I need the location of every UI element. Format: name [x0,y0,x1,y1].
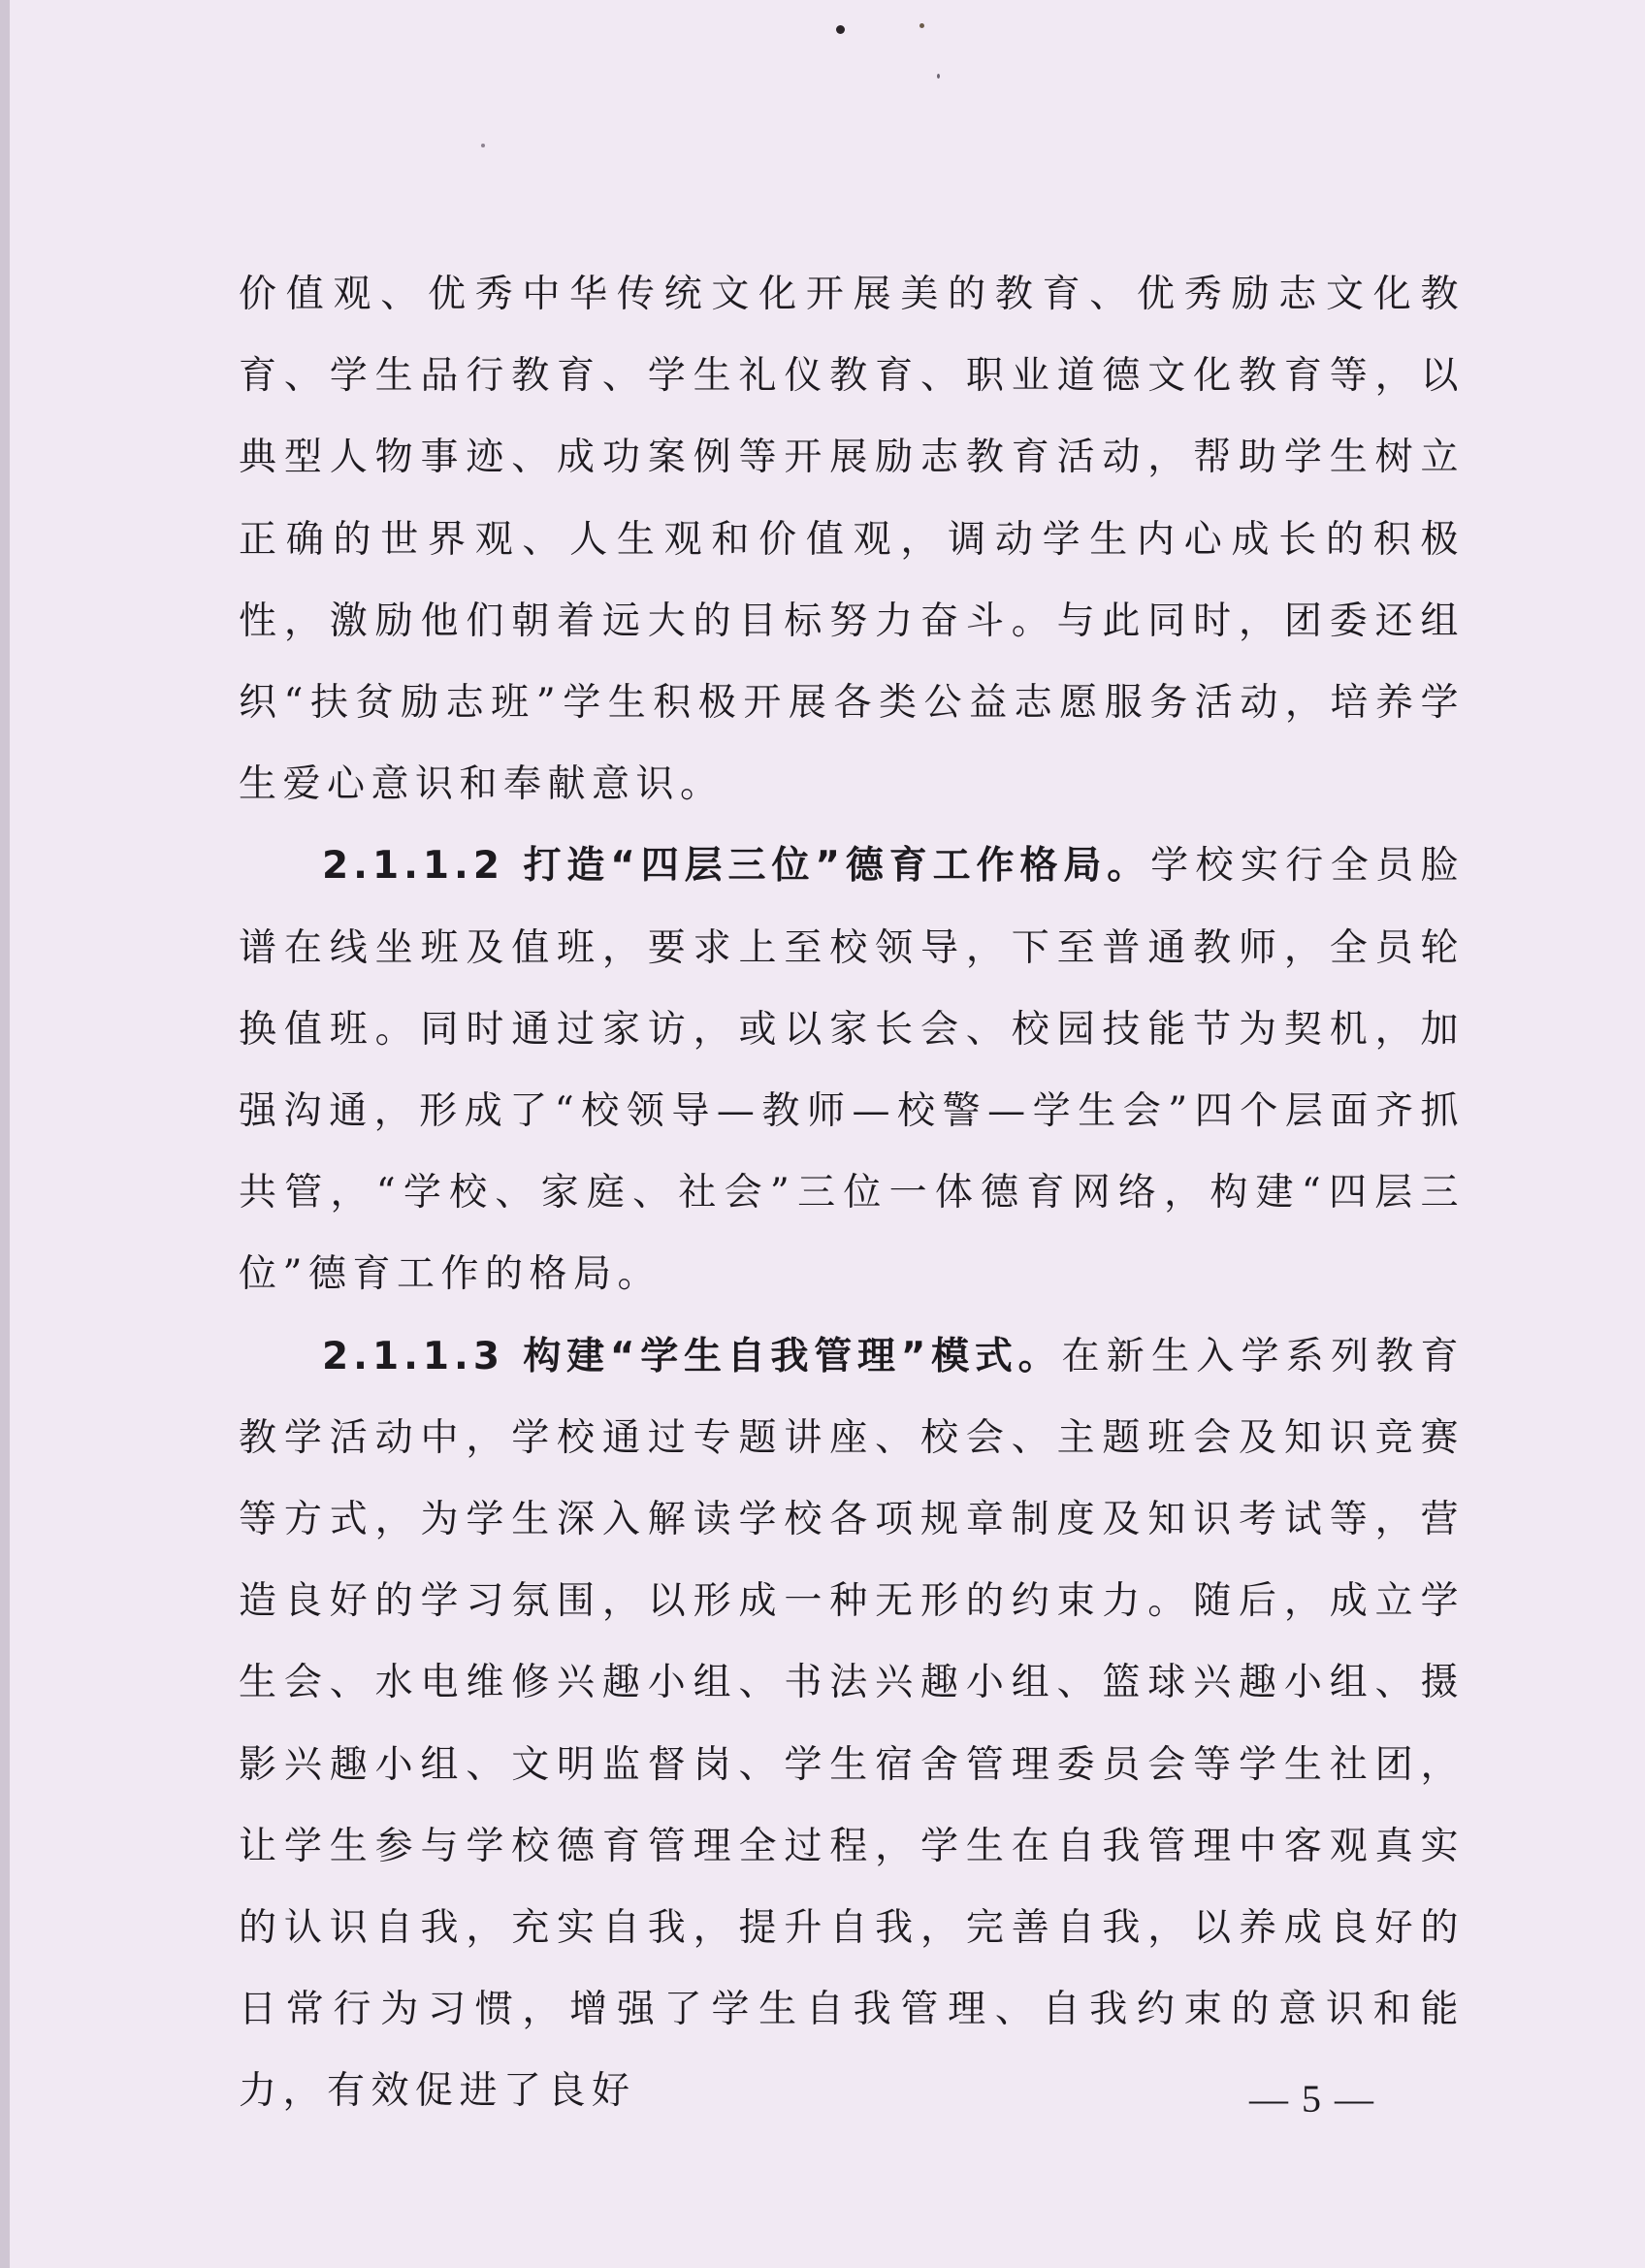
body-text [239,254,1465,2133]
scan-speck [481,144,485,147]
section-heading-2-1-1-3: 2.1.1.3 构建“学生自我管理”模式。 [322,1334,1062,1378]
section-heading-2-1-1-2: 2.1.1.2 打造“四层三位”德育工作格局。 [322,844,1151,889]
scan-speck [919,23,924,28]
scan-speck [836,25,845,34]
paragraph-section-2-1-1-3 [239,1316,1465,2133]
scan-edge [0,0,10,2268]
paragraph-section-2-1-1-2 [239,826,1465,1315]
section-text-2-1-1-2: 学校实行全员脸谱在线坐班及值班，要求上至校领导，下至普通教师，全员轮换值班。同时通过家访，或以家长会、校园技能节为契机，加强沟通，形成了“校领导—教师—校警—学生会”四个层面齐抓共管，“学校、家庭、社会”三位一体德育网络，构建“四层三位”德育工作的格局。 [239,844,1465,1297]
section-text-2-1-1-3: 在新生入学系列教育教学活动中，学校通过专题讲座、校会、主题班会及知识竞赛等方式，为学生深入解读学校各项规章制度及知识考试等，营造良好的学习氛围，以形成一种无形的约束力。随后，成立学生会、水电维修兴趣小组、书法兴趣小组、篮球兴趣小组、摄影兴趣小组、文明监督岗、学生宿舍管理委员会等学生社团，让学生参与学校德育管理全过程，学生在自我管理中客观真实的认识自我，充实自我，提升自我，完善自我，以养成良好的日常行为习惯，增强了学生自我管理、自我约束的意识和能力，有效促进了良好 [239,1334,1465,2114]
paragraph-intro: 价值观、优秀中华传统文化开展美的教育、优秀励志文化教育、学生品行教育、学生礼仪教育、职业道德文化教育等，以典型人物事迹、成功案例等开展励志教育活动，帮助学生树立正确的世界观、人生观和价值观，调动学生内心成长的积极性，激励他们朝着远大的目标努力奋斗。与此同时，团委还组织“扶贫励志班”学生积极开展各类公益志愿服务活动，培养学生爱心意识和奉献意识。 [239,273,1465,807]
scan-speck [937,74,940,79]
page-number: — 5 — [1249,2077,1375,2121]
